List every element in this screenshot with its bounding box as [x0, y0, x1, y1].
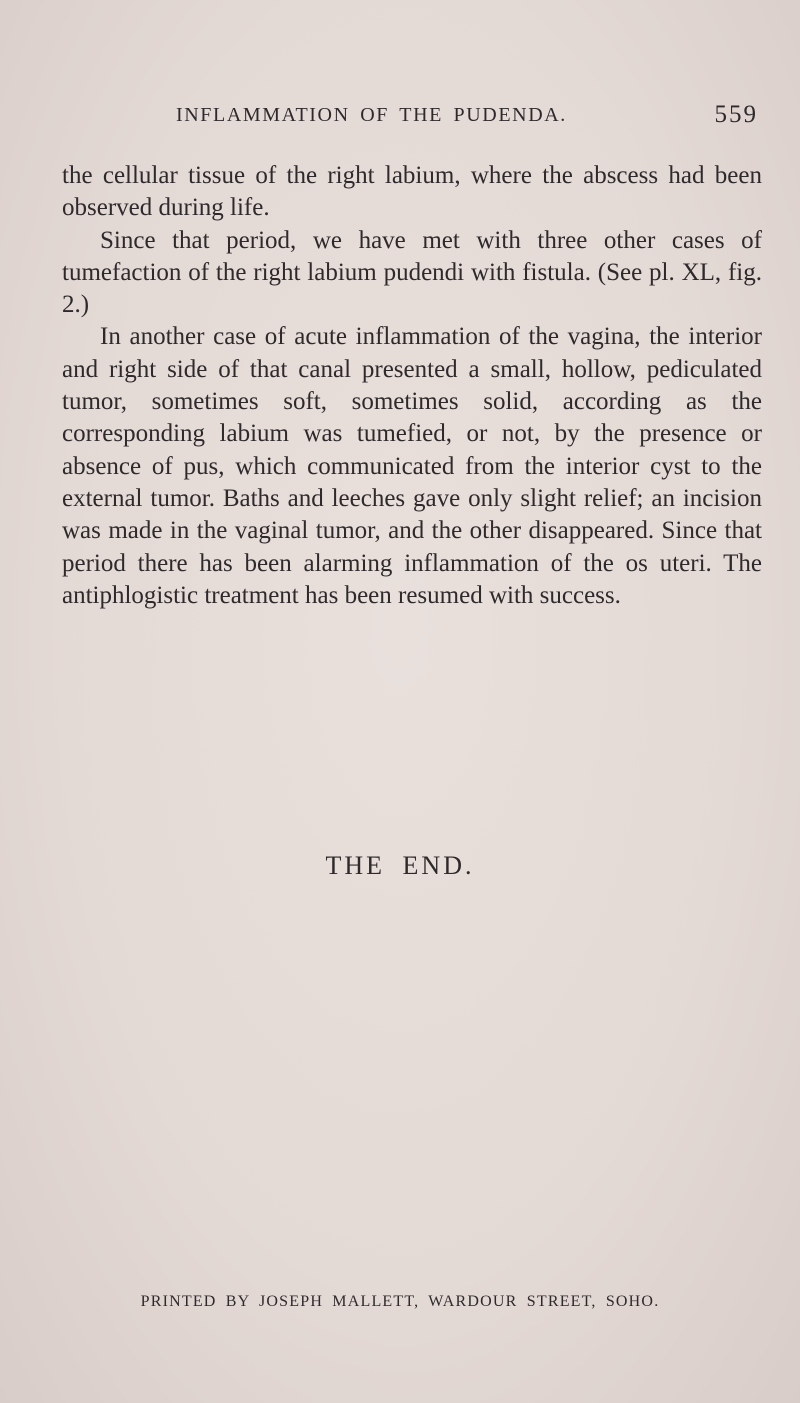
paragraph-continuation: the cellular tissue of the right labium, where the abscess had been observed during life. [62, 162, 762, 222]
running-title: INFLAMMATION OF THE PUDENDA. [176, 104, 567, 126]
running-head [176, 101, 758, 144]
paragraph-fistula-cases: Since that period, we have met with three other cases of tumefaction of the right labium pudendi with fistula. (See pl. XL, fig. 2.) [62, 226, 762, 319]
end-mark: THE END. [325, 851, 475, 880]
page-number: 559 [714, 101, 758, 128]
body-text [62, 160, 762, 612]
printer-imprint: PRINTED BY JOSEPH MALLETT, WARDOUR STREET, SOHO. [140, 1293, 660, 1310]
paragraph-vagina-case: In another case of acute inflammation of the vagina, the interior and right side of that canal presented a small, hollow, pediculated tumor, sometimes soft, sometimes solid, according as the corresponding labium was tumefied, or not, by the presence or absence of pus, which communicated from the interior cyst to the external tumor. Baths and leeches gave only slight relief; an incision was made in the vaginal tumor, and the other disappeared. Since that period there has been alarming inflammation of the os uteri. The antiphlogistic treatment has been resumed with success. [62, 323, 762, 609]
